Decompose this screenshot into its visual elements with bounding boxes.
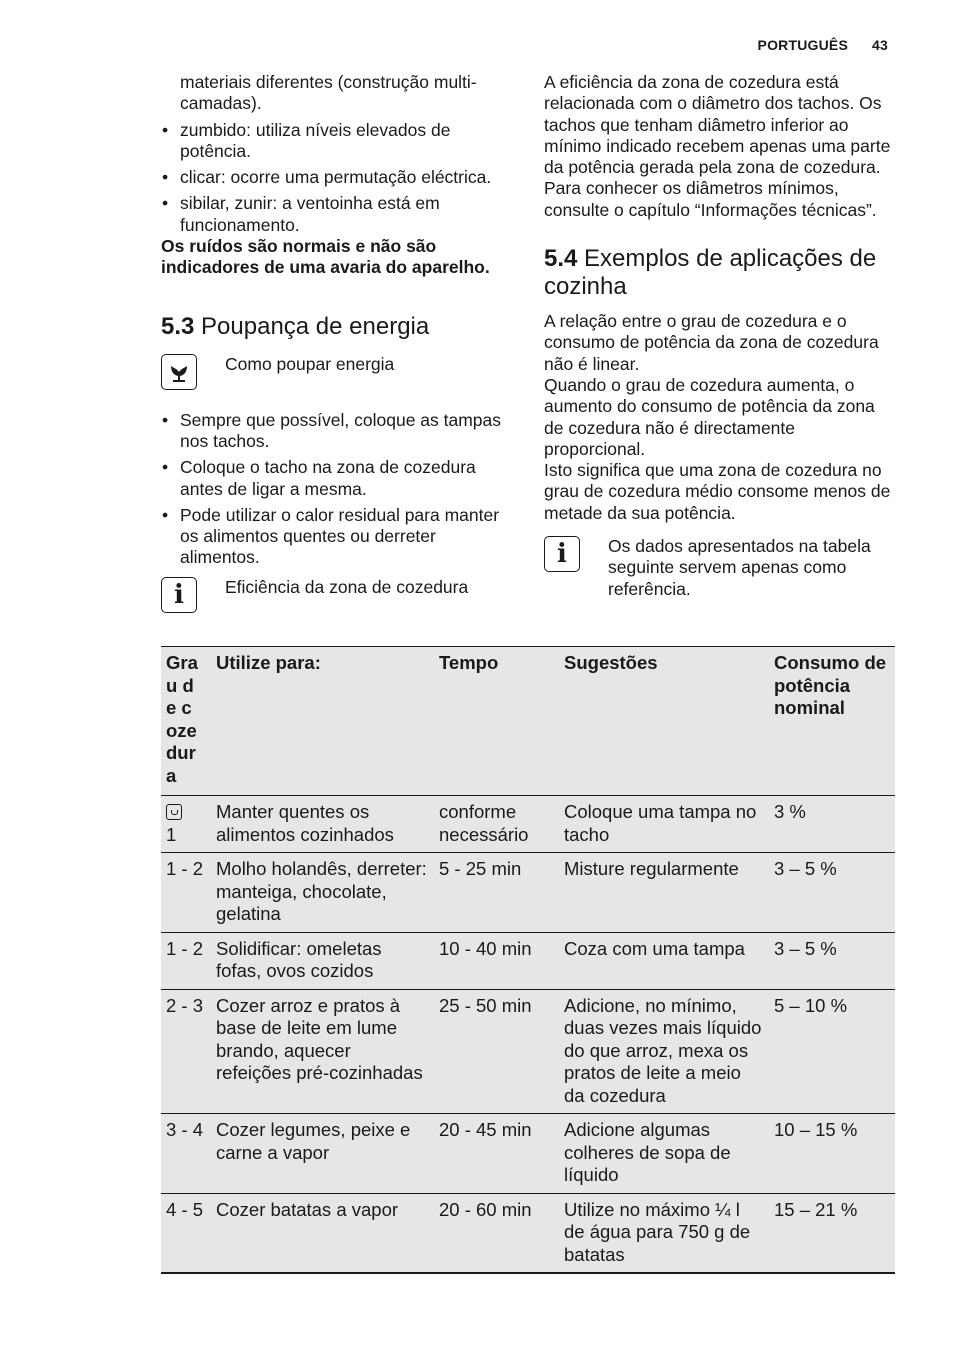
- cell-sugestoes: Coza com uma tampa: [559, 932, 769, 989]
- cell-consumo: 10 – 15 %: [769, 1114, 895, 1194]
- cell-sugestoes: Adicione algumas colheres de sopa de líquido: [559, 1114, 769, 1194]
- section-title: Exemplos de aplicações de cozinha: [544, 245, 877, 301]
- cell-tempo: 10 - 40 min: [434, 932, 559, 989]
- cell-utilize: Cozer legumes, peixe e carne a vapor: [211, 1114, 434, 1194]
- cell-grau: 1 - 2: [161, 932, 211, 989]
- cell-tempo: 5 - 25 min: [434, 853, 559, 933]
- table-row: [161, 989, 895, 1114]
- paragraph: Quando o grau de cozedura aumenta, o aumento do consumo de potência da zona de cozedura não é directamente proporcional.: [544, 374, 875, 459]
- list-item: • Pode utilizar o calor residual para manter os alimentos quentes ou derreter alimentos.: [161, 505, 511, 569]
- table-header-row: [161, 647, 895, 796]
- cell-grau: 4 - 5: [161, 1193, 211, 1273]
- cell-utilize: Cozer batatas a vapor: [211, 1193, 434, 1273]
- table-row: [161, 853, 895, 933]
- header-grau: Grau de cozedura: [161, 647, 211, 796]
- table-row: [161, 932, 895, 989]
- efficiency-paragraph: A eficiência da zona de cozedura está relacionada com o diâmetro dos tachos. Os tachos que tenham diâmetro inferior ao mínimo indicado recebem apenas uma parte da potência gerada pela zona de cozedura. Para conhecer os diâmetros mínimos, consulte o capítulo “Informações técnicas”.: [544, 72, 891, 220]
- page-number: 43: [872, 37, 888, 53]
- noise-list: [161, 120, 511, 236]
- table-row: [161, 1114, 895, 1194]
- cell-consumo: 3 – 5 %: [769, 853, 895, 933]
- noise-note: Os ruídos são normais e não são indicadores de uma avaria do aparelho.: [161, 236, 490, 278]
- cell-consumo: 3 – 5 %: [769, 932, 895, 989]
- list-item: • Sempre que possível, coloque as tampas nos tachos.: [161, 410, 511, 453]
- energy-tips-list: [161, 410, 511, 569]
- cell-sugestoes: Misture regularmente: [559, 853, 769, 933]
- section-number: 5.3: [161, 312, 195, 340]
- cell-tempo: 20 - 45 min: [434, 1114, 559, 1194]
- list-item: • Coloque o tacho na zona de cozedura antes de ligar a mesma.: [161, 457, 511, 500]
- paragraph: A relação entre o grau de cozedura e o consumo de potência da zona de cozedura não é linear.: [544, 311, 879, 374]
- cell-utilize: Manter quentes os alimentos cozinhados: [211, 796, 434, 853]
- cell-utilize: Cozer arroz e pratos à base de leite em lume brando, aquecer refeições pré-cozinhadas: [211, 989, 434, 1114]
- cooking-table: [161, 646, 895, 1274]
- header-sugestoes: Sugestões: [559, 647, 769, 796]
- cell-consumo: 15 – 21 %: [769, 1193, 895, 1273]
- section-title: Poupança de energia: [201, 312, 430, 340]
- cell-tempo: 20 - 60 min: [434, 1193, 559, 1273]
- info-icon: i: [544, 536, 580, 572]
- note-text: Eficiência da zona de cozedura: [225, 576, 469, 597]
- efficiency-note: [161, 577, 511, 617]
- cell-consumo: 3 %: [769, 796, 895, 853]
- section-5-4-heading: [544, 245, 896, 301]
- note-text: Os dados apresentados na tabela seguinte servem apenas como referência.: [608, 536, 871, 599]
- cell-grau: 2 - 3: [161, 989, 211, 1114]
- cell-grau: 1: [161, 796, 211, 853]
- section-5-3-heading: [161, 313, 511, 341]
- table-row: [161, 1193, 895, 1273]
- cell-utilize: Molho holandês, derreter: manteiga, chocolate, gelatina: [211, 853, 434, 933]
- paragraph: Isto significa que uma zona de cozedura no grau de cozedura médio consome menos de metade da sua potência.: [544, 460, 891, 523]
- page-header: [758, 37, 888, 53]
- list-item: • sibilar, zunir: a ventoinha está em funcionamento.: [161, 193, 511, 236]
- note-text: Como poupar energia: [225, 353, 395, 374]
- table-row: [161, 796, 895, 853]
- header-tempo: Tempo: [434, 647, 559, 796]
- header-consumo: Consumo de potência nominal: [769, 647, 895, 796]
- list-item: • clicar: ocorre uma permutação eléctrica.: [161, 167, 511, 188]
- energy-saving-note: [161, 354, 511, 394]
- cell-tempo: conforme necessário: [434, 796, 559, 853]
- header-utilize: Utilize para:: [211, 647, 434, 796]
- cell-sugestoes: Utilize no máximo ¼ l de água para 750 g de batatas: [559, 1193, 769, 1273]
- left-column: [161, 72, 511, 617]
- leaf-icon: [161, 354, 197, 390]
- keep-warm-icon: [166, 804, 182, 820]
- cell-sugestoes: Adicione, no mínimo, duas vezes mais líquido do que arroz, mexa os pratos de leite a meio da cozedura: [559, 989, 769, 1114]
- info-icon: i: [161, 577, 197, 613]
- right-column: [544, 72, 896, 600]
- cell-grau: 1 - 2: [161, 853, 211, 933]
- cell-grau: 3 - 4: [161, 1114, 211, 1194]
- cell-sugestoes: Coloque uma tampa no tacho: [559, 796, 769, 853]
- cell-consumo: 5 – 10 %: [769, 989, 895, 1114]
- reference-note: [544, 536, 896, 600]
- header-language: PORTUGUÊS: [757, 37, 849, 53]
- cell-utilize: Solidificar: omeletas fofas, ovos cozidos: [211, 932, 434, 989]
- cell-tempo: 25 - 50 min: [434, 989, 559, 1114]
- section-number: 5.4: [544, 245, 578, 273]
- list-item: • zumbido: utiliza níveis elevados de potência.: [161, 120, 511, 163]
- continued-text: materiais diferentes (construção multi-camadas).: [180, 72, 477, 114]
